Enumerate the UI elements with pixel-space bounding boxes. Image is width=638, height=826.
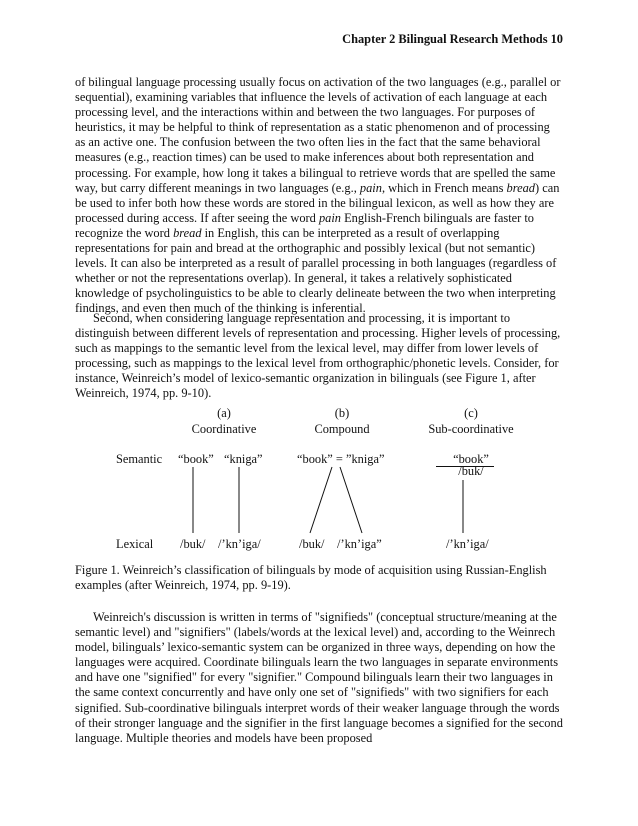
b-lexical-kniga: /’kn’iga” xyxy=(337,537,382,551)
a-lexical-kniga: /’kn’iga/ xyxy=(218,537,261,551)
b-lexical-buk: /buk/ xyxy=(299,537,325,551)
p1-emph-bread-1: bread xyxy=(506,180,535,195)
c-lexical-kniga: /’kn’iga/ xyxy=(446,537,489,551)
col-b-title: Compound xyxy=(314,422,370,436)
p1-text-3: ) can be used to infer both how these words are stored in the bilingual lexicon, as well as how they are processed during access. If after seeing the word xyxy=(75,180,560,225)
row-label-lexical: Lexical xyxy=(116,537,154,551)
paragraph-3: Weinreich's discussion is written in terms of "signifieds" (conceptual structure/meaning at the semantic level) and "signifiers" (labels/words at the lexical level) and, according to the Weinrech model, bilinguals’ lexico-semantic system can be organized in three ways, depending on how the languages were acquired. Coordinate bilinguals learn the two languages in separate environments and have one "signified" for every "signifier." Compound bilinguals learn their two languages in the same context concurrently and have only one set of "signifieds" with two signifiers for each signified. Sub-coordinative bilinguals interpret words of their weaker language through the words of their stronger language and the signifier in the first language becomes a signified for the second language. Multiple theories and models have been proposed xyxy=(75,610,563,745)
a-lexical-buk: /buk/ xyxy=(180,537,206,551)
a-semantic-kniga: “kniga” xyxy=(224,452,263,466)
figure-caption: Figure 1. Weinreich’s classification of bilinguals by mode of acquisition using Russian-English examples (after Weinreich, 1974, pp. 9-19). xyxy=(75,563,547,593)
p1-text-2: , which in French means xyxy=(381,180,507,195)
col-b-letter: (b) xyxy=(334,406,350,420)
running-head: Chapter 2 Bilingual Research Methods 10 xyxy=(342,32,563,46)
paragraph-2: Second, when considering language representation and processing, it is important to distinguish between different levels of representation and processing. Higher levels of processing, such as mappings to the semantic level from the lexical level, may differ from lower levels of processing, such as mappings to the lexical level from orthographic/phonetic levels. Consider, for instance, Weinreich’s model of lexico-semantic organization in bilinguals (see Figure 1, after Weinreich, 1974, pp. 9-10). xyxy=(75,311,561,401)
p1-text-5: in English, this can be interpreted as a result of overlapping representations for pain and bread at the orthographic and possibly lexical (but not semantic) levels. It can also be interpreted as a result of parallel processing in both languages (regardless of whether or not the representations overlap). In general, it takes a relatively sophisticated knowledge of psycholinguistics to be able to clearly delineate between the two when interpreting findings, and even then much of the thinking is inferential. xyxy=(75,225,557,316)
b-semantic-book-kniga: “book” = ”kniga” xyxy=(297,452,385,466)
b-link-buk xyxy=(310,467,332,533)
col-a-title: Coordinative xyxy=(191,422,257,436)
p1-text-1: of bilingual language processing usually focus on activation of the two languages (e.g., parallel or sequential), examining variables that influence the levels of activation of each language at each processing level, and the interactions within and between the two languages. For purposes of heuristics, it may be helpful to think of representation as a static phenomenon and of processing as an active one. The confusion between the two often lies in the fact that the same behavioral measures (e.g., reaction times) can be used to make inferences about both representation and processing. For example, how long it takes a bilingual to retrieve words that are spelled the same way, but carry different meanings in two languages (e.g., xyxy=(75,75,561,195)
col-c-letter: (c) xyxy=(464,406,478,420)
p1-emph-pain-1: pain xyxy=(359,180,382,195)
p1-emph-bread-2: bread xyxy=(173,225,202,240)
row-label-semantic: Semantic xyxy=(116,452,163,466)
col-c-title: Sub-coordinative xyxy=(428,422,514,436)
col-a-letter: (a) xyxy=(217,406,231,420)
p1-emph-pain-2: pain xyxy=(318,210,341,225)
c-semantic-book: “book” xyxy=(453,452,489,466)
c-semantic-buk: /buk/ xyxy=(458,464,484,478)
a-semantic-book: “book” xyxy=(178,452,214,466)
p1-text-4: English-French bilinguals are faster to recognize the word xyxy=(75,210,535,240)
b-link-kniga xyxy=(340,467,362,533)
